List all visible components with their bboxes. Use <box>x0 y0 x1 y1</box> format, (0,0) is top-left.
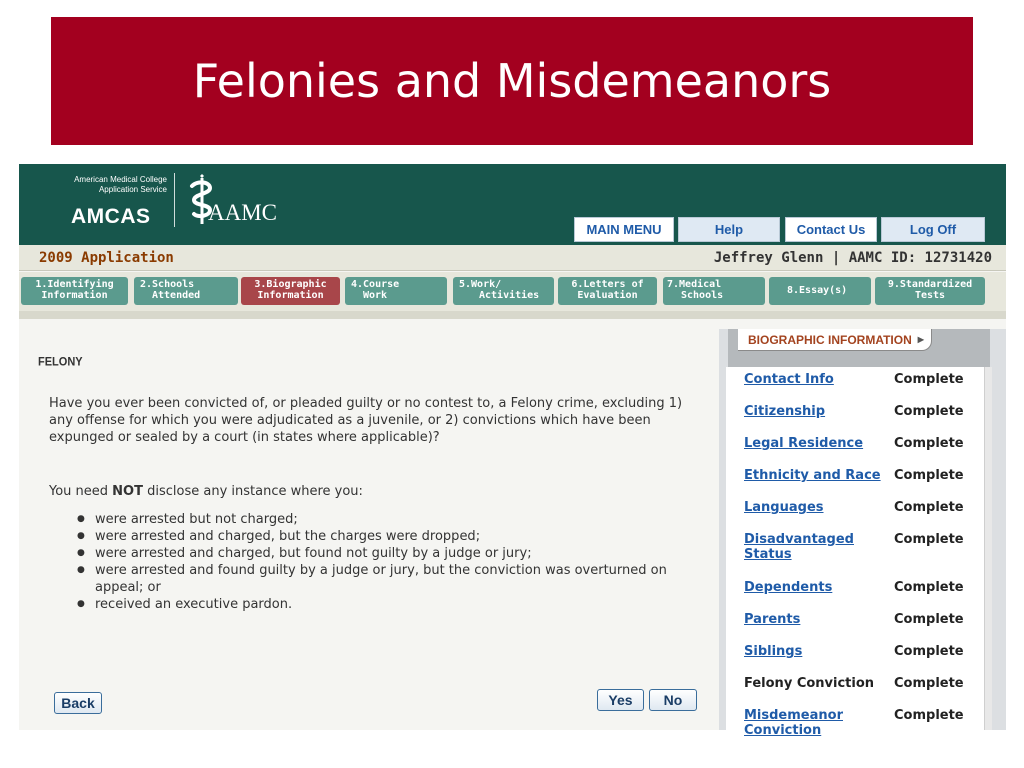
tab-label-line1: 5.Work/ <box>459 279 502 290</box>
sidebar-link[interactable]: Disadvantaged Status <box>744 532 854 562</box>
sidebar-link[interactable]: Dependents <box>744 580 833 595</box>
tab-label-line2: Schools <box>681 290 724 301</box>
org-name-line2: Application Service <box>98 185 167 194</box>
status-text: Complete <box>894 532 964 547</box>
back-button[interactable]: Back <box>54 692 102 714</box>
tab-label-line1: 6.Letters of <box>571 279 644 290</box>
status-text: Complete <box>894 644 964 659</box>
yes-button[interactable]: Yes <box>597 689 644 711</box>
log-off-button[interactable]: Log Off <box>881 217 985 242</box>
tab-medical-schools[interactable] <box>663 277 765 305</box>
amcas-logo: AMCAS <box>71 205 151 228</box>
status-text: Complete <box>894 708 964 723</box>
tab-label-line2: Information <box>41 290 108 301</box>
org-name <box>45 175 167 195</box>
sidebar-link[interactable]: Legal Residence <box>744 436 864 451</box>
aamc-logo: AAMC <box>208 200 278 225</box>
application-year: 2009 Application <box>39 250 174 266</box>
list-item: ● were arrested and found guilty by a judge or jury, but the conviction was overturned on appeal; or <box>75 562 695 596</box>
tab-label-line1: 3.Biographic <box>254 279 327 290</box>
contact-us-button[interactable]: Contact Us <box>785 217 877 242</box>
tab-label-line1: 9.Standardized <box>887 279 973 290</box>
section-heading: FELONY <box>38 355 83 369</box>
sidebar-link[interactable]: Misdemeanor Conviction <box>744 708 843 738</box>
tab-schools-attended[interactable] <box>134 277 238 305</box>
tab-label-line1: 8.Essay(s) <box>787 285 848 296</box>
list-item: ● were arrested and charged, but the charges were dropped; <box>75 528 695 545</box>
list-item: ● received an executive pardon. <box>75 596 695 613</box>
disclosure-note <box>49 483 699 500</box>
right-arrow-icon: ▶ <box>917 335 924 344</box>
status-text: Complete <box>894 436 964 451</box>
biographic-sidebar <box>719 329 1006 738</box>
sidebar-link[interactable]: Ethnicity and Race <box>744 468 881 483</box>
no-button[interactable]: No <box>649 689 697 711</box>
status-text: Complete <box>894 372 964 387</box>
slide-title-banner <box>51 17 973 145</box>
tab-label-line2: Attended <box>152 290 201 301</box>
slide-title: Felonies and Misdemeanors <box>192 54 832 108</box>
sidebar-title <box>738 329 932 351</box>
logo-divider <box>174 173 175 227</box>
step-tabs <box>19 272 1006 311</box>
exclusion-list <box>75 511 695 613</box>
amcas-screenshot <box>19 164 1006 738</box>
help-button[interactable]: Help <box>678 217 780 242</box>
tab-course-work[interactable] <box>345 277 447 305</box>
sidebar-link[interactable]: Languages <box>744 500 824 515</box>
tab-underbar <box>19 311 1006 319</box>
org-name-line1: American Medical College <box>74 175 167 184</box>
tab-label-line2: Activities <box>479 290 540 301</box>
tab-label-line1: 4.Course <box>351 279 400 290</box>
tab-work-activities[interactable] <box>453 277 554 305</box>
status-text: Complete <box>894 612 964 627</box>
tab-label-line2: Information <box>257 290 324 301</box>
list-item: ● were arrested and charged, but found not guilty by a judge or jury; <box>75 545 695 562</box>
site-header <box>19 164 1006 245</box>
note-emphasis: NOT <box>112 484 143 499</box>
tab-label-line1: 7.Medical <box>667 279 722 290</box>
sidebar-scrollbar[interactable] <box>984 367 992 730</box>
tab-label-line2: Tests <box>914 290 946 301</box>
sidebar-link[interactable]: Siblings <box>744 644 803 659</box>
sidebar-title-text: BIOGRAPHIC INFORMATION <box>748 332 912 347</box>
felony-question-panel <box>19 319 719 730</box>
status-text: Complete <box>894 468 964 483</box>
sidebar-current-item: Felony Conviction <box>744 676 875 691</box>
sidebar-link[interactable]: Parents <box>744 612 801 627</box>
sidebar-link[interactable]: Citizenship <box>744 404 826 419</box>
tab-standardized-tests[interactable] <box>875 277 985 305</box>
application-bar <box>19 245 1006 271</box>
note-suffix: disclose any instance where you: <box>142 484 363 499</box>
tab-label-line1: 2.Schools <box>140 279 195 290</box>
note-prefix: You need <box>49 484 113 499</box>
tab-label-line2: Evaluation <box>577 290 638 301</box>
tab-identifying-information[interactable] <box>21 277 128 305</box>
status-text: Complete <box>894 676 964 691</box>
sidebar-link[interactable]: Contact Info <box>744 372 834 387</box>
status-text: Complete <box>894 580 964 595</box>
list-item: ● were arrested but not charged; <box>75 511 695 528</box>
tab-label-line1: 1.Identifying <box>35 279 114 290</box>
user-info: Jeffrey Glenn | AAMC ID: 12731420 <box>713 250 992 266</box>
sidebar-header-area <box>728 329 990 367</box>
main-menu-button[interactable]: MAIN MENU <box>574 217 674 242</box>
status-text: Complete <box>894 500 964 515</box>
tab-biographic-information[interactable] <box>241 277 340 305</box>
status-text: Complete <box>894 404 964 419</box>
sidebar-list <box>726 367 992 738</box>
tab-letters-of-evaluation[interactable] <box>558 277 657 305</box>
tab-label-line2: Work <box>363 290 388 301</box>
tab-essays[interactable] <box>769 277 871 305</box>
felony-question-text: Have you ever been convicted of, or pleaded guilty or no contest to, a Felony crime, excluding 1) any offense for which you were adjudicated as a juvenile, or 2) convictions which have been expunged or sealed by a court (in states where applicable)? <box>49 396 683 445</box>
